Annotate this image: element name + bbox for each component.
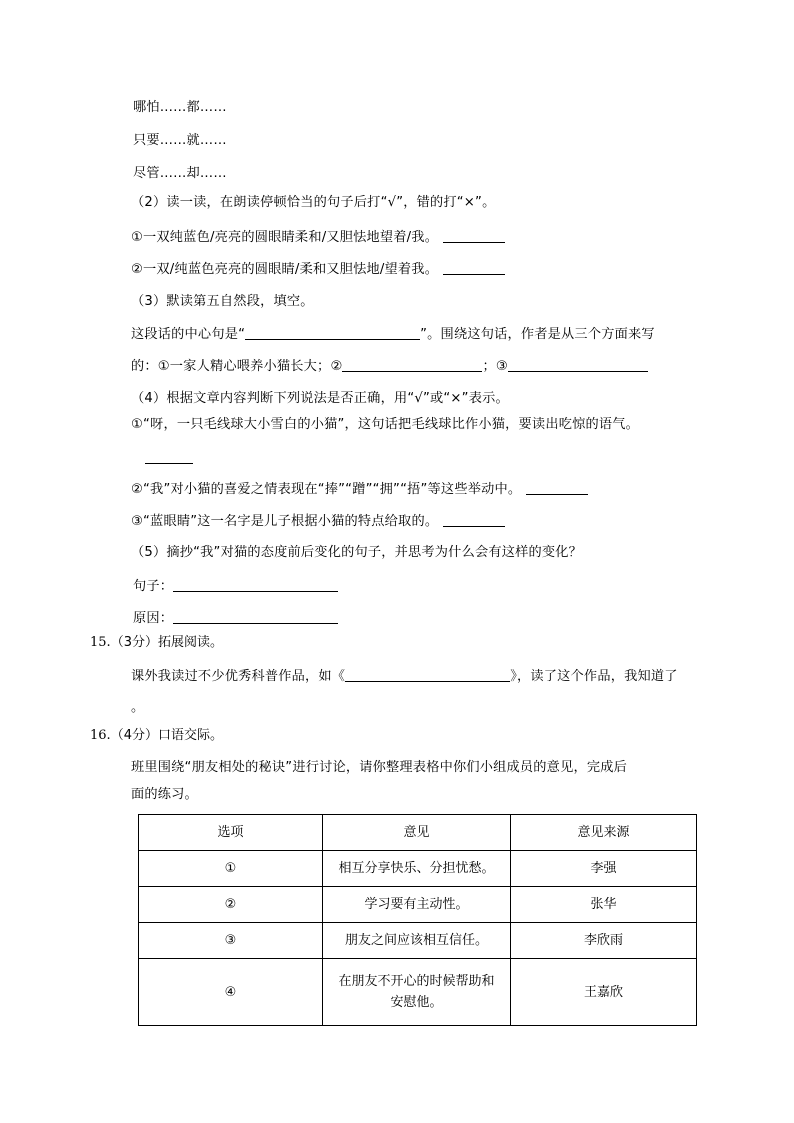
q14-part3-prompt: （3）默读第五自然段，填空。 [131, 294, 314, 309]
q14-part3-line2-before: 的：①一家人精心喂养小猫长大；② [131, 359, 343, 374]
q14-part5-field-2-row [133, 610, 338, 627]
question-15-title: 拓展阅读。 [157, 635, 223, 650]
answer-blank[interactable] [145, 450, 193, 464]
table-cell-view: 相互分享快乐、分担忧愁。 [323, 851, 511, 887]
table-row [139, 887, 697, 923]
table-header-source: 意见来源 [511, 815, 697, 851]
q14-part3-line1-after: ”。围绕这句话，作者是从三个方面来写 [420, 327, 655, 342]
question-16-number: 16. [90, 728, 111, 743]
table-cell-view [323, 959, 511, 1026]
q14-part4-prompt: （4）根据文章内容判断下列说法是否正确，用“√”或“×”表示。 [131, 391, 509, 406]
q14-part5-prompt: （5）摘抄“我”对猫的态度前后变化的句子，并思考为什么会有这样的变化？ [131, 545, 583, 560]
table-cell-option: ③ [139, 923, 323, 959]
q14-part4-item-1: ①“呀，一只毛线球大小雪白的小猫”，这句话把毛线球比作小猫，要读出吃惊的语气。 [131, 417, 640, 432]
q14-part4-item-2-row [131, 481, 588, 498]
question-15-number: 15. [90, 635, 111, 650]
q14-part4-item-3: ③“蓝眼睛”这一名字是儿子根据小猫的特点给取的。 [131, 514, 439, 529]
answer-blank[interactable] [443, 229, 505, 243]
table-cell-option: ④ [139, 959, 323, 1026]
table-cell-source: 李强 [511, 851, 697, 887]
table-cell-source: 张华 [511, 887, 697, 923]
table-cell-source: 王嘉欣 [511, 959, 697, 1026]
question-15-body-after: 》，读了这个作品，我知道了 [510, 669, 678, 684]
q14-part4-item-3-row [131, 513, 505, 530]
question-15-body-line-2: 。 [131, 700, 145, 715]
center-sentence-blank[interactable] [245, 326, 420, 340]
table-cell-view: 学习要有主动性。 [323, 887, 511, 923]
question-15-heading [90, 635, 223, 651]
question-15-body-line-1 [131, 668, 678, 685]
question-15-body-before: 课外我读过不少优秀科普作品，如《 [131, 669, 346, 684]
table-row [139, 959, 697, 1026]
question-15-score: （3分） [110, 635, 158, 650]
table-cell-option: ① [139, 851, 323, 887]
q14-part3-line2-mid: ；③ [482, 359, 508, 374]
q14-part3-line1-before: 这段话的中心句是“ [131, 327, 246, 342]
q14-part3-line-2 [131, 358, 648, 375]
book-title-blank[interactable] [345, 668, 510, 682]
table-header-option: 选项 [139, 815, 323, 851]
reason-answer-blank[interactable] [173, 610, 338, 624]
table-row [139, 851, 697, 887]
table-cell-option: ② [139, 887, 323, 923]
q14-part2-item-2-row [131, 261, 505, 278]
q14-part5-field-2-label: 原因： [133, 611, 174, 626]
q14-part2-item-1: ①一双纯蓝色/亮亮的圆眼睛柔和/又胆怯地望着/我。 [131, 230, 439, 245]
question-16-score: （4分） [110, 728, 158, 743]
aspect-2-blank[interactable] [342, 358, 482, 372]
q14-part2-item-2: ②一双/纯蓝色亮亮的圆眼睛/柔和又胆怯地/望着我。 [131, 262, 439, 277]
q14-part2-item-1-row [131, 229, 505, 246]
table-cell-source: 李欣雨 [511, 923, 697, 959]
sentence-pattern-3: 尽管……却…… [133, 166, 227, 181]
answer-blank[interactable] [526, 481, 588, 495]
table-header-view: 意见 [323, 815, 511, 851]
q14-part3-line-1 [131, 326, 655, 343]
sentence-pattern-1: 哪怕……都…… [133, 100, 227, 115]
table-cell-view-line-2: 安慰他。 [390, 995, 443, 1010]
question-16-title: 口语交际。 [157, 728, 223, 743]
table-row [139, 923, 697, 959]
sentence-pattern-2: 只要……就…… [133, 133, 227, 148]
answer-blank[interactable] [443, 261, 505, 275]
question-16-body-line-2: 面的练习。 [131, 787, 198, 802]
question-16-body-line-1: 班里围绕“朋友相处的秘诀”进行讨论，请你整理表格中你们小组成员的意见，完成后 [131, 760, 628, 775]
q14-part2-prompt: （2）读一读，在朗读停顿恰当的句子后打“√”，错的打“×”。 [131, 195, 496, 210]
table-cell-view-line-1: 在朋友不开心的时候帮助和 [338, 974, 495, 989]
table-header-row [139, 815, 697, 851]
opinion-table [138, 814, 697, 1026]
question-16-heading [90, 728, 223, 744]
aspect-3-blank[interactable] [508, 358, 648, 372]
q14-part4-item-2: ②“我”对小猫的喜爱之情表现在“捧”“蹭”“拥”“捂”等这些举动中。 [131, 482, 522, 497]
table-cell-view: 朋友之间应该相互信任。 [323, 923, 511, 959]
answer-blank[interactable] [443, 513, 505, 527]
sentence-answer-blank[interactable] [173, 578, 338, 592]
q14-part5-field-1-label: 句子： [133, 579, 174, 594]
q14-part5-field-1-row [133, 578, 338, 595]
q14-part4-item-1-blank-row [145, 450, 193, 467]
